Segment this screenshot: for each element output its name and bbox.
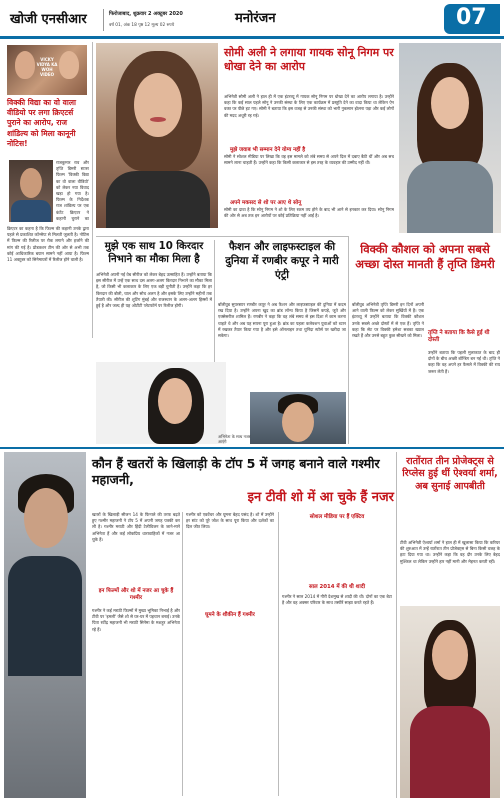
aishwarya-photo (400, 606, 500, 798)
vicky-body-1: राजकुमार राव और तृप्ति डिमरी स्टारर फिल्म 'विक्की विद्या का वो वाला वीडियो' को लेकर नया विवाद खड़ा हो गया है। फिल्म के निर्देशक राज शांडिल्य पर एक कंटेंट क्रिएटर ने कहानी चुराने का (56, 160, 89, 221)
masthead (0, 0, 504, 42)
rule-right-col (348, 236, 349, 444)
gashmeer-face (24, 488, 68, 548)
rule-center-split (214, 240, 215, 362)
aishwarya-body: टीवी अभिनेत्री ऐश्वर्या शर्मा ने हाल ही में खुलासा किया कि करियर की शुरुआत में उन्हें रातोंरात तीन प्रोजेक्ट्स से बिना किसी वजह के हटा दिया गया था। उन्होंने कहा कि वह दौर उनके लिए बेहद मुश्किल था लेकिन उन्होंने हार नहीं मानी और मेहनत करती रहीं। (400, 540, 500, 564)
sonu-body-2: सोमी ने सोशल मीडिया पर लिखा कि वह इस मामले को लंबे समय से अपने दिल में दबाए बैठी थीं और अब सच सामने लाना चाहती हैं। उन्होंने कहा कि किसी कलाकार से इस तरह के व्यवहार की उम्मीद नहीं थी। (224, 154, 394, 166)
masthead-date: फिरोजाबाद, शुक्रवार 2 अक्टूबर 2020 (109, 11, 183, 17)
section-title: मनोरंजन (235, 11, 276, 26)
khatron-subhead-3: सोशल मीडिया पर हैं एक्टिव (309, 514, 365, 520)
rule-center-top (96, 236, 348, 237)
roles-actress-photo (96, 362, 226, 444)
aishwarya-dress (410, 706, 490, 798)
masthead-subline: वर्ष 01, अंक 18 पृष्ठ 12 मूल्य 02 रुपये (109, 23, 175, 28)
rule-left-col (92, 42, 93, 338)
ranbir-face (282, 402, 314, 442)
tripti-top (407, 161, 493, 233)
vicky-vidya-poster (7, 45, 87, 95)
gashmeer-shirt (8, 556, 82, 676)
gashmeer-photo (4, 452, 86, 798)
masthead-paper-name: खोजी एनसीआर (10, 12, 87, 27)
ranbir-headline: फैशन और लाइफस्टाइल की दुनिया में रणबीर कपूर ने मारी एंट्री (225, 241, 339, 281)
ranbir-byline: अभिनेता के साथ नजर आएंगे (218, 434, 251, 444)
raj-face (20, 168, 42, 198)
khatron-subhead-1: इन फिल्मों और शो में नजर आ चुके हैं गश्मीर (98, 588, 174, 601)
roles-headline: मुझे एक साथ 10 किरदार निभाने का मौका मिला है (104, 241, 204, 265)
khatron-body-3-text: गश्मीर को एडवेंचर और घूमना बेहद पसंद है। शो में उन्होंने हर स्टंट को पूरे जोश के साथ पूरा किया और दर्शकों का दिल जीत लिया। (186, 512, 274, 530)
tripti-body-2: उन्होंने बताया कि पहली मुलाकात के बाद ही दोनों के बीच अच्छी बॉन्डिंग बन गई थी। तृप्ति ने कहा कि वह अपने हर फैसले में विक्की की राय जरूर लेती हैं। (428, 350, 500, 374)
somi-lips (150, 117, 166, 122)
sonu-headline: सोमी अली ने लगाया गायक सोनू निगम पर धोखा देने का आरोप (224, 46, 394, 73)
khatron-headline-2: इन टीवी शो में आ चुके हैं नजर (247, 490, 394, 505)
khatron-body-2: गश्मीर ने कई मराठी फिल्मों में मुख्य भूमिका निभाई है और टीवी पर 'इमली' जैसे शो से घर-घर में पहचान बनाई। उनके पिता रवींद्र महाजनी भी मराठी सिनेमा के मशहूर अभिनेता रहे हैं। (92, 608, 180, 632)
roles-actress-face (158, 378, 192, 424)
rule-bottom-band (0, 447, 504, 449)
roles-body: अभिनेत्री अपनी नई वेब सीरीज को लेकर बेहद उत्साहित हैं। उन्होंने बताया कि इस सीरीज में उन्हें एक साथ दस अलग-अलग किरदार निभाने का मौका मिला है, जो किसी भी कलाकार के लिए एक बड़ी चुनौती है। उन्होंने कहा कि हर किरदार की बोली, चाल और सोच अलग है और इसके लिए उन्होंने महीनों तक तैयारी की। सीरीज की शूटिंग मुंबई और राजस्थान के अलग-अलग हिस्सों में हुई है और जल्द ही यह ओटीटी प्लेटफॉर्म पर रिलीज होगी। (96, 272, 212, 309)
poster-face-right (59, 51, 79, 79)
poster-title: VICKY VIDYA KA WOH VIDEO (36, 57, 58, 77)
tripti-subhead: तृप्ति ने बताया कि कैसे हुई थी दोस्ती (428, 330, 490, 343)
khatron-body: खतरों के खिलाड़ी सीजन 14 के फिनाले की तरफ बढ़ते हुए गश्मीर महाजनी ने टॉप 5 में अपनी जगह पक्की कर ली है। गश्मीर मराठी और हिंदी टेलीविजन के जाने-माने अभिनेता हैं और कई लोकप्रिय धारावाहिकों में नजर आ चुके हैं। (92, 512, 180, 542)
sonu-subhead-1: मुझे जवाब भी सम्मान देने योग्य नहीं है (230, 147, 306, 153)
ranbir-body: बॉलीवुड सुपरस्टार रणबीर कपूर ने अब फैशन और लाइफस्टाइल की दुनिया में कदम रख दिया है। उन्होंने अपना खुद का ब्रांड लॉन्च किया है जिसमें कपड़े, जूते और एक्सेसरीज शामिल हैं। रणबीर ने कहा कि वह लंबे समय से इस दिशा में काम करना चाहते थे और अब यह सपना पूरा हुआ है। ब्रांड का पहला कलेक्शन युवाओं को ध्यान में रखकर तैयार किया गया है और इसे ऑनलाइन तथा चुनिंदा स्टोर्स पर खरीदा जा सकेगा। (218, 302, 346, 339)
khatron-headline-1: कौन हैं खतरों के खिलाड़ी के टॉप 5 में जगह बनाने वाले गश्मीर महाजनी, (92, 456, 380, 487)
rule-aishwarya (396, 452, 397, 798)
vicky-body-2: क्रिएटर का कहना है कि फिल्म की कहानी उनके द्वारा पहले से प्रकाशित कॉन्सेप्ट से मिलती जुलती है। नोटिस में फिल्म की रिलीज पर रोक लगाने और हर्जाने की मांग की गई है। प्रोडक्शन टीम की ओर से अभी तक कोई आधिकारिक बयान सामने नहीं आया है। फिल्म 11 अक्टूबर को सिनेमाघरों में रिलीज होने वाली है। (7, 226, 89, 263)
masthead-rule (0, 36, 504, 39)
khatron-subhead-2: घूमने के शौकीन हैं गश्मीर (205, 612, 255, 618)
rule-khatron-2 (278, 512, 279, 796)
tripti-face (431, 77, 469, 129)
sonu-body: अभिनेत्री सोमी अली ने हाल ही में एक इंटरव्यू में गायक सोनू निगम पर धोखा देने का आरोप लगाया है। उन्होंने कहा कि कई साल पहले सोनू ने उनकी संस्था के लिए एक कार्यक्रम में प्रस्तुति देने का वादा किया था लेकिन ऐन वक्त पर पीछे हट गए। सोमी ने बताया कि इस वजह से उनकी संस्था को भारी नुकसान झेलना पड़ा और कई लोगों की मदद अधूरी रह गई। (224, 94, 394, 118)
somi-top (106, 171, 210, 228)
rule-khatron-1 (182, 512, 183, 796)
masthead-divider (103, 9, 104, 31)
khatron-subhead-4: साल 2014 में की थी शादी (308, 584, 365, 590)
poster-face-left (15, 51, 35, 79)
vicky-headline: विक्की विद्या का वो वाला वीडियो पर लगा क्रिएटर्स पुराने का आरोप, राज शांडिल्य को मिला कानूनी नोटिस! (7, 98, 76, 148)
tripti-dimri-photo (399, 43, 501, 233)
somi-face (134, 73, 182, 137)
tripti-body: बॉलीवुड अभिनेत्री तृप्ति डिमरी इन दिनों अपनी आने वाली फिल्म को लेकर सुर्खियों में हैं। एक इंटरव्यू में उन्होंने बताया कि विक्की कौशल उनके सबसे अच्छे दोस्तों में से एक हैं। तृप्ति ने कहा कि सेट पर विक्की हमेशा सबका ख्याल रखते हैं और उनसे बहुत कुछ सीखने को मिला। (352, 302, 424, 339)
sonu-body-3: सोमी का दावा है कि सोनू निगम ने शो के लिए रकम तय होने के बाद भी आने से इनकार कर दिया। सोनू निगम की ओर से अब तक इन आरोपों पर कोई प्रतिक्रिया नहीं आई है। (224, 207, 394, 219)
aishwarya-face (432, 630, 468, 680)
raj-shandilya-photo (9, 160, 53, 222)
khatron-body-4: गश्मीर ने साल 2014 में गौरी देशमुख से शादी की थी। दोनों का एक बेटा है और वह अक्सर परिवार के साथ तस्वीरें साझा करते रहते हैं। (282, 594, 392, 606)
page-number: 07 (456, 5, 487, 30)
aishwarya-headline: रातोंरात तीन प्रोजेक्ट्स से रिप्लेस हुई थीं ऐश्वर्या शर्मा, अब सुनाई आपबीती (402, 456, 498, 492)
raj-shirt (11, 200, 51, 222)
sonu-subhead-2: अपने मकसद से शो पर आए थे सोनू (230, 200, 302, 206)
somi-ali-photo (96, 43, 218, 228)
ranbir-kapoor-photo (250, 392, 346, 444)
tripti-headline: विक्की कौशल को अपना सबसे अच्छा दोस्त मानती हैं तृप्ति डिमरी (355, 242, 495, 271)
